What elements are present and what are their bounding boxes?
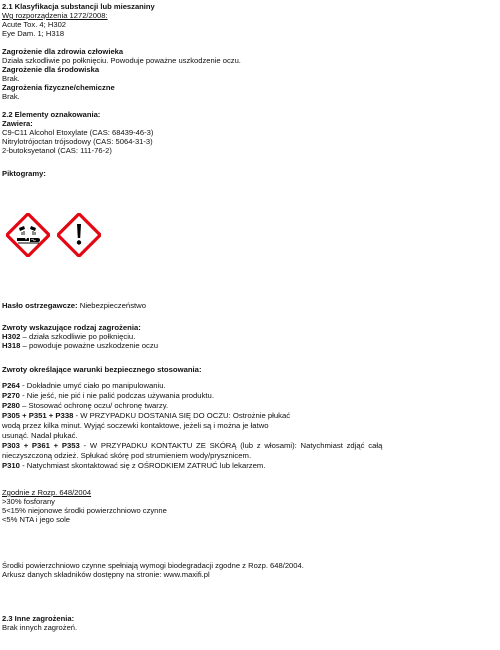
health-hazard-text: Działa szkodliwie po połknięciu. Powoduje poważne uszkodzenie oczu. bbox=[2, 56, 241, 65]
hazard-statement bbox=[2, 332, 135, 341]
precaution-text: - W PRZYPADKU KONTAKTU ZE SKÓRĄ (lub z włosami): Natychmiast zdjąć całą bbox=[83, 441, 383, 450]
precautionary-statement bbox=[2, 391, 214, 400]
precaution-text: - Dokładnie umyć ciało po manipulowaniu. bbox=[22, 381, 166, 390]
corrosion-pictogram-icon bbox=[6, 213, 50, 257]
precautionary-statement bbox=[2, 441, 496, 450]
precaution-code: P280 bbox=[2, 401, 20, 410]
detergent-component: 5<15% niejonowe środki powierzchniowo czynne bbox=[2, 506, 167, 515]
signal-word bbox=[2, 301, 146, 310]
precautionary-heading: Zwroty określające warunki bezpiecznego stosowania: bbox=[2, 365, 202, 374]
precaution-code: P305 + P351 + P338 bbox=[2, 411, 74, 420]
hazard-code: H318 bbox=[2, 341, 21, 350]
physical-hazard-heading: Zagrożenia fizyczne/chemiczne bbox=[2, 83, 115, 92]
detergent-component: >30% fosforany bbox=[2, 497, 55, 506]
section-2-2-heading: 2.2 Elementy oznakowania: bbox=[2, 110, 101, 119]
biodegradation-note: Środki powierzchniowo czynne spełniają wymogi biodegradacji zgodne z Rozp. 648/2004. bbox=[2, 561, 304, 570]
precaution-text: - Nie jeść, nie pić i nie palić podczas używania produktu. bbox=[22, 391, 214, 400]
ingredient-item: Nitrylotrójoctan trójsodowy (CAS: 5064-31-3) bbox=[2, 137, 153, 146]
precautionary-statement bbox=[2, 381, 166, 390]
signal-word-label: Hasło ostrzegawcze: bbox=[2, 301, 78, 310]
health-hazard-heading: Zagrożenie dla zdrowia człowieka bbox=[2, 47, 124, 56]
other-hazards-text: Brak innych zagrożeń. bbox=[2, 623, 78, 632]
hazard-text: – działa szkodliwie po połknięciu. bbox=[22, 332, 136, 341]
detergent-component: <5% NTA i jego sole bbox=[2, 515, 71, 524]
precaution-continuation: wodą przez kilka minut. Wyjąć soczewki kontaktowe, jeżeli są i można je łatwo bbox=[2, 421, 269, 430]
precaution-continuation: nieczyszczoną odzież. Spłukać skórę pod strumieniem wody/prysznicem. bbox=[2, 451, 252, 460]
section-2-3-heading: 2.3 Inne zagrożenia: bbox=[2, 614, 75, 623]
precaution-text: - W PRZYPADKU DOSTANIA SIĘ DO OCZU: Ostrożnie płukać bbox=[75, 411, 291, 420]
ingredient-item: 2-butoksyetanol (CAS: 111-76-2) bbox=[2, 146, 112, 155]
precaution-code: P310 bbox=[2, 461, 20, 470]
precaution-text: - Natychmiast skontaktować się z OŚRODKIEM ZATRUĆ lub lekarzem. bbox=[22, 461, 266, 470]
hazard-statement bbox=[2, 341, 158, 350]
environment-hazard-text: Brak. bbox=[2, 74, 20, 83]
exclamation-pictogram-icon bbox=[57, 213, 101, 257]
pictograms-heading: Piktogramy: bbox=[2, 169, 46, 178]
contains-label: Zawiera: bbox=[2, 119, 33, 128]
precaution-code: P264 bbox=[2, 381, 20, 390]
precaution-text: – Stosować ochronę oczu/ ochronę twarzy. bbox=[22, 401, 169, 410]
precaution-code: P303 + P361 + P353 bbox=[2, 441, 80, 450]
precautionary-statement bbox=[2, 411, 290, 420]
precaution-code: P270 bbox=[2, 391, 20, 400]
hazard-statements-heading: Zwroty wskazujące rodzaj zagrożenia: bbox=[2, 323, 141, 332]
classification-item: Eye Dam. 1; H318 bbox=[2, 29, 65, 38]
classification-item: Acute Tox. 4; H302 bbox=[2, 20, 67, 29]
hazard-text: – powoduje poważne uszkodzenie oczu bbox=[22, 341, 159, 350]
signal-word-value: Niebezpieczeństwo bbox=[79, 301, 146, 310]
environment-hazard-heading: Zagrożenie dla środowiska bbox=[2, 65, 100, 74]
precaution-continuation: usunąć. Nadal płukać. bbox=[2, 431, 78, 440]
physical-hazard-text: Brak. bbox=[2, 92, 20, 101]
regulation-reference: Wg rozporządzenia 1272/2008: bbox=[2, 11, 108, 20]
precautionary-statement bbox=[2, 461, 265, 470]
section-2-1-heading: 2.1 Klasyfikacja substancji lub mieszaniny bbox=[2, 2, 155, 11]
detergent-regulation: Zgodnie z Rozp. 648/2004 bbox=[2, 488, 92, 497]
hazard-code: H302 bbox=[2, 332, 21, 341]
precautionary-statement bbox=[2, 401, 168, 410]
ingredient-item: C9-C11 Alcohol Etoxylate (CAS: 68439-46-3) bbox=[2, 128, 154, 137]
ingredients-datasheet-note: Arkusz danych składników dostępny na stronie: www.maxifi.pl bbox=[2, 570, 210, 579]
